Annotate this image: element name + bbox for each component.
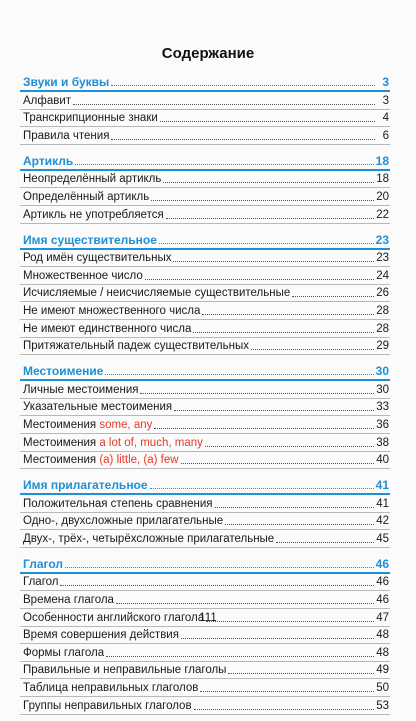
dot-leader bbox=[166, 217, 375, 219]
toc-entry[interactable] bbox=[20, 302, 390, 320]
entry-title: Формы глагола bbox=[23, 646, 105, 659]
dot-leader bbox=[225, 523, 374, 525]
entry-title: Не имеют множественного числа bbox=[23, 304, 201, 317]
entry-title: Не имеют единственного числа bbox=[23, 322, 192, 335]
toc-entry[interactable] bbox=[20, 250, 390, 268]
dot-leader bbox=[163, 181, 374, 183]
toc-entry[interactable] bbox=[20, 662, 390, 680]
page-ref: 28 bbox=[376, 304, 389, 317]
dot-leader bbox=[174, 409, 374, 411]
highlighted-term: (a) little, (a) few bbox=[99, 454, 179, 467]
entry-title: Алфавит bbox=[23, 94, 72, 107]
toc-entry[interactable] bbox=[20, 452, 390, 470]
toc-entry[interactable] bbox=[20, 127, 390, 145]
page-ref: 38 bbox=[376, 436, 389, 449]
toc-entry[interactable] bbox=[20, 206, 390, 224]
toc-entry[interactable] bbox=[20, 434, 390, 452]
toc-section-header[interactable] bbox=[20, 151, 390, 171]
toc-section-header[interactable] bbox=[20, 554, 390, 574]
entry-title: Таблица неправильных глаголов bbox=[23, 682, 199, 695]
highlighted-term: some, any bbox=[99, 418, 153, 431]
toc-entry[interactable] bbox=[20, 267, 390, 285]
entry-title: Исчисляемые / неисчисляемые существительные bbox=[23, 287, 291, 300]
page-ref: 23 bbox=[376, 252, 389, 265]
entry-prefix: Местоимения bbox=[23, 454, 100, 467]
toc-section-header[interactable] bbox=[20, 72, 390, 92]
entry-title: Правильные и неправильные глаголы bbox=[23, 664, 227, 677]
page-ref: 22 bbox=[376, 208, 389, 221]
dot-leader bbox=[106, 655, 374, 657]
page-ref: 20 bbox=[376, 190, 389, 203]
dot-leader bbox=[200, 690, 374, 692]
page-ref: 49 bbox=[376, 664, 389, 677]
page-ref: 6 bbox=[382, 129, 389, 142]
entry-title: Особенности английского глагола bbox=[23, 611, 205, 624]
toc-entry[interactable] bbox=[20, 381, 390, 399]
dot-leader bbox=[181, 462, 375, 464]
dot-leader bbox=[111, 84, 375, 86]
page-ref: 18 bbox=[375, 153, 389, 168]
dot-leader bbox=[205, 445, 374, 447]
toc-entry[interactable] bbox=[20, 644, 390, 662]
toc-section-sounds bbox=[20, 72, 390, 145]
page-ref: 3 bbox=[382, 75, 389, 89]
entry-title: Группы неправильных глаголов bbox=[23, 699, 192, 712]
dot-leader bbox=[194, 708, 375, 710]
entry-title: Времена глагола bbox=[23, 594, 114, 607]
entry-prefix: Местоимения bbox=[23, 436, 100, 449]
page-ref: 46 bbox=[375, 556, 389, 571]
toc-entry[interactable] bbox=[20, 679, 390, 697]
page-ref: 45 bbox=[376, 532, 389, 545]
dot-leader bbox=[65, 566, 374, 568]
page-ref: 4 bbox=[382, 112, 389, 125]
entry-title: Определённый артикль bbox=[23, 190, 150, 203]
page-ref: 53 bbox=[376, 699, 389, 712]
toc-entry[interactable] bbox=[20, 530, 390, 548]
entry-title: Неопределённый артикль bbox=[23, 173, 162, 186]
page-ref: 18 bbox=[376, 173, 389, 186]
entry-title: Правила чтения bbox=[23, 129, 110, 142]
dot-leader bbox=[60, 584, 374, 586]
toc-entry[interactable] bbox=[20, 110, 390, 128]
toc-entry[interactable] bbox=[20, 338, 390, 356]
dot-leader bbox=[140, 392, 374, 394]
toc-entry[interactable] bbox=[20, 92, 390, 110]
toc-section-adjective bbox=[20, 475, 390, 548]
dot-leader bbox=[193, 331, 374, 333]
entry-title: Род имён существительных bbox=[23, 252, 172, 265]
dot-leader bbox=[116, 602, 374, 604]
entry-prefix: Местоимения bbox=[23, 418, 100, 431]
section-title: Имя существительное bbox=[23, 232, 157, 247]
entry-title: Личные местоимения bbox=[23, 383, 139, 396]
section-title: Имя прилагательное bbox=[23, 478, 148, 493]
dot-leader bbox=[145, 278, 374, 280]
page-ref: 30 bbox=[375, 364, 389, 379]
page-ref: 24 bbox=[376, 269, 389, 282]
toc-section-verb bbox=[20, 554, 390, 715]
page-ref: 47 bbox=[376, 611, 389, 624]
dot-leader bbox=[215, 506, 375, 508]
entry-title: Время совершения действия bbox=[23, 629, 179, 642]
entry-title bbox=[23, 436, 203, 451]
page-ref: 46 bbox=[376, 594, 389, 607]
toc-section-header[interactable] bbox=[20, 230, 390, 250]
toc-entry[interactable] bbox=[20, 697, 390, 715]
entry-title: Глагол bbox=[23, 576, 59, 589]
page-ref: 3 bbox=[382, 94, 389, 107]
toc-entry[interactable] bbox=[20, 627, 390, 645]
page-ref: 36 bbox=[376, 418, 389, 431]
dot-leader bbox=[154, 427, 374, 429]
dot-leader bbox=[73, 103, 375, 105]
entry-title: Притяжательный падеж существительных bbox=[23, 340, 249, 353]
toc-entry[interactable] bbox=[20, 320, 390, 338]
entry-title: Указательные местоимения bbox=[23, 401, 173, 414]
entry-title: Транскрипционные знаки bbox=[23, 112, 158, 125]
page-ref: 29 bbox=[376, 340, 389, 353]
page-ref: 42 bbox=[376, 515, 389, 528]
page-ref: 40 bbox=[376, 454, 389, 467]
page-title: Содержание bbox=[161, 45, 255, 62]
highlighted-term: a lot of, much, many bbox=[99, 436, 203, 449]
page-number: 111 bbox=[199, 612, 217, 624]
dot-leader bbox=[202, 313, 374, 315]
page-ref: 33 bbox=[376, 401, 389, 414]
section-title: Глагол bbox=[23, 556, 63, 571]
dot-leader bbox=[276, 541, 374, 543]
section-title: Артикль bbox=[23, 153, 74, 168]
page-ref: 28 bbox=[376, 322, 389, 335]
toc-entry[interactable] bbox=[20, 513, 390, 531]
dot-leader bbox=[181, 637, 374, 639]
toc-entry[interactable] bbox=[20, 171, 390, 189]
dot-leader bbox=[151, 199, 374, 201]
dot-leader bbox=[251, 348, 374, 350]
dot-leader bbox=[292, 295, 374, 297]
dot-leader bbox=[111, 138, 375, 140]
toc-entry[interactable] bbox=[20, 188, 390, 206]
toc-section-header[interactable] bbox=[20, 361, 390, 381]
toc-entry[interactable] bbox=[20, 495, 390, 513]
page-ref: 46 bbox=[376, 576, 389, 589]
page-ref: 41 bbox=[375, 478, 389, 493]
section-title: Местоимение bbox=[23, 364, 104, 379]
page-ref: 30 bbox=[376, 383, 389, 396]
entry-title: Артикль не употребляется bbox=[23, 208, 164, 221]
dot-leader bbox=[173, 260, 374, 262]
toc-entry[interactable] bbox=[20, 416, 390, 434]
dot-leader bbox=[228, 672, 374, 674]
section-title: Звуки и буквы bbox=[23, 75, 110, 89]
entry-title bbox=[23, 453, 179, 468]
dot-leader bbox=[75, 163, 373, 165]
page-ref: 23 bbox=[375, 232, 389, 247]
page-ref: 26 bbox=[376, 287, 389, 300]
toc-entry[interactable] bbox=[20, 399, 390, 417]
entry-title: Положительная степень сравнения bbox=[23, 497, 213, 510]
toc-section-header[interactable] bbox=[20, 475, 390, 495]
toc-entry[interactable] bbox=[20, 285, 390, 303]
dot-leader bbox=[159, 242, 374, 244]
page-ref: 48 bbox=[376, 646, 389, 659]
toc-section-article bbox=[20, 151, 390, 224]
toc-section-pronoun bbox=[20, 361, 390, 469]
dot-leader bbox=[150, 487, 374, 489]
dot-leader bbox=[160, 120, 375, 122]
entry-title: Одно-, двухсложные прилагательные bbox=[23, 515, 224, 528]
page-ref: 41 bbox=[376, 497, 389, 510]
entry-title: Двух-, трёх-, четырёхсложные прилагательные bbox=[23, 532, 275, 545]
dot-leader bbox=[105, 373, 373, 375]
page-ref: 50 bbox=[376, 682, 389, 695]
toc-entry[interactable] bbox=[20, 591, 390, 609]
entry-title bbox=[23, 418, 152, 433]
toc-entry[interactable] bbox=[20, 574, 390, 592]
entry-title: Множественное число bbox=[23, 269, 143, 282]
toc-section-noun bbox=[20, 230, 390, 356]
page-ref: 48 bbox=[376, 629, 389, 642]
